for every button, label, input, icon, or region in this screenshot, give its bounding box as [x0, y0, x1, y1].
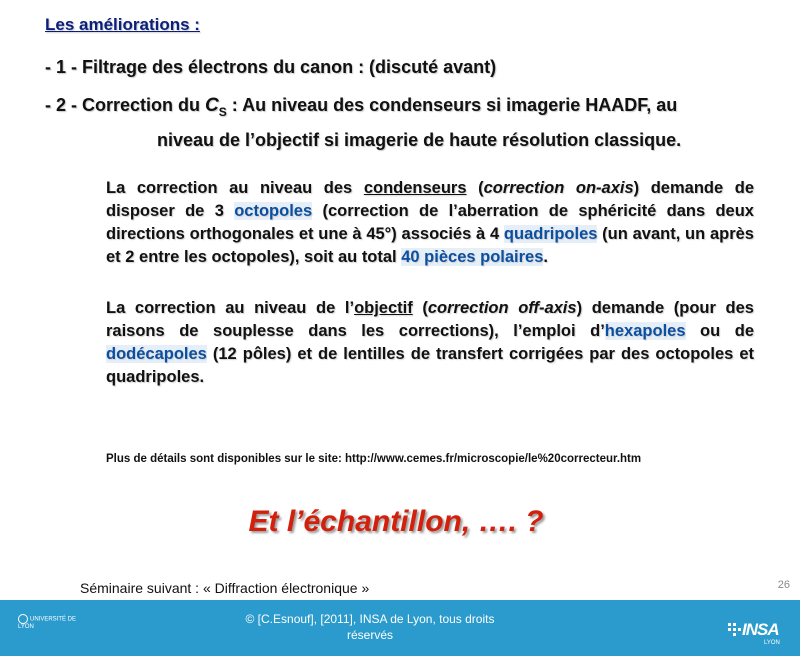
term-pieces-polaires: 40 pièces polaires	[401, 248, 544, 266]
text: La correction au niveau des	[106, 179, 364, 197]
improvement-item-1: - 1 - Filtrage des électrons du canon : (discuté avant)	[45, 57, 497, 77]
universite-logo-text: UNIVERSITÉ DE LYON	[18, 616, 77, 630]
term-condenseurs: condenseurs	[363, 179, 467, 197]
term-dodecapoles: dodécapoles	[106, 345, 207, 363]
copyright-notice	[215, 611, 525, 643]
page-number: 26	[777, 579, 790, 591]
copyright-line-1: © [C.Esnouf], [2011], INSA de Lyon, tous droits	[245, 612, 495, 626]
text: ) demande de disposer de 3	[106, 179, 754, 220]
cs-letter: C	[205, 95, 219, 116]
next-seminar: Séminaire suivant : « Diffraction électronique »	[80, 580, 370, 596]
term-octopoles: octopoles	[234, 202, 313, 220]
term-quadripoles: quadripoles	[503, 225, 598, 243]
improvement-item-2	[45, 91, 745, 154]
text: (correction de l’aberration de sphéricité dans deux directions orthogonales et une à 45°) associés à 4	[106, 202, 754, 243]
item2-colon: :	[226, 95, 243, 115]
item2-text-b: niveau de l’objectif si imagerie de haute résolution classique.	[157, 129, 682, 150]
item2-prefix: - 2 - Correction du	[45, 95, 206, 115]
term-objectif: objectif	[354, 299, 413, 317]
text: (	[412, 299, 428, 317]
paragraph-objectif	[106, 297, 754, 389]
text: (	[466, 179, 484, 197]
text: La correction au niveau de l’	[106, 299, 355, 317]
term-off-axis: correction off-axis	[427, 299, 577, 317]
paragraph-condenseurs	[106, 177, 754, 269]
text: ) demande (pour des raisons de souplesse dans les corrections), l’emploi d’	[106, 299, 754, 340]
slide-heading: Les améliorations :	[45, 15, 200, 34]
text: ou de	[685, 322, 754, 340]
copyright-line-2: réservés	[346, 628, 393, 642]
term-on-axis: correction on-axis	[483, 179, 634, 197]
insa-logo-text: INSA	[742, 620, 779, 639]
text: .	[543, 248, 548, 266]
item2-text-a: Au niveau des condenseurs si imagerie HAADF, au	[242, 95, 678, 115]
insa-logo-sub: LYON	[764, 640, 780, 646]
universite-mark-icon	[18, 614, 28, 624]
details-link-text: Plus de détails sont disponibles sur le site: http://www.cemes.fr/microscopie/le%20correcteur.htm	[106, 453, 642, 465]
insa-dots-icon	[728, 623, 742, 637]
term-hexapoles: hexapoles	[604, 322, 686, 340]
text: (12 pôles) et de lentilles de transfert corrigées par des octopoles et quadripoles.	[106, 345, 754, 386]
universite-lyon-logo	[18, 614, 78, 640]
insa-logo	[728, 619, 788, 647]
cs-symbol	[205, 95, 227, 119]
text: (un avant, un après et 2 entre les octopoles), soit au total	[106, 225, 754, 266]
question-title: Et l’échantillon, …. ?	[248, 505, 544, 538]
cs-subscript: S	[218, 104, 227, 119]
